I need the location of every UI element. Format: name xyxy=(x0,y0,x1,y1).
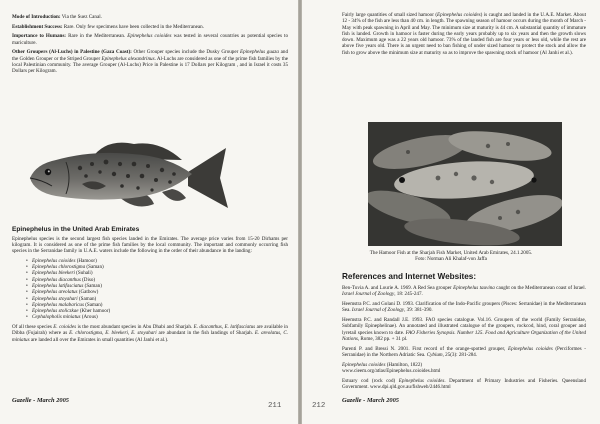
right-footer: Gazelle - March 2005 xyxy=(342,397,399,404)
references-column xyxy=(342,272,586,394)
list-item: • Epinephelus bleekeri (Suhali) xyxy=(26,270,288,276)
uae-heading: Epinephelus in the United Arab Emirates xyxy=(12,226,140,233)
web-reference-link[interactable]: Department of Primary Industries and Fisheries. Queensland Government. www.dpi.qld.gov.au/fishweb/2446.html xyxy=(342,377,587,390)
importance-paragraph: Importance to Humans: Rare in the Mediterranean. Epinephelus coioides was tested in several countries as potential species to mariculture. xyxy=(12,33,289,46)
right-top-column xyxy=(342,12,586,59)
other-groupers-paragraph: Other Groupers (Al-Luchs) in Palestine (Gaza Coast): Other Grouper species include the Dusky Grouper Epinephelus guaza and the Golden Grouper or the Striped Grouper Epinephelus alexandrinus. Al-Luchs are considered as one of the prime fish families by the local Palestinian community. The average Grouper (Al-Luchs) Price in Palestine is 17 Dollars per Kilogram , and in Israel it costs 35 Dollars per Kilogram. xyxy=(12,49,289,75)
right-page xyxy=(302,0,600,424)
left-top-column xyxy=(12,14,288,78)
list-item: • Epinephelus malabaricus (Saman) xyxy=(26,302,288,308)
establishment-paragraph: Establishment Success: Rare. Only few specimens have been collected in the Mediterranean. xyxy=(12,23,204,30)
reference-item: Heemstra P.C. and Randall J.E. 1993. FAO species catalogue. Vol.16. Groupers of the world (Family Serranidae, Subfamily Epinephelinae). An annotated and illustrated catalogue of the groupers, rockcod, hind, coral grouper and lyretail species known to date. FAO Fisheries Synopsis. Number 125. Food and Agriculture Organization of the United Nations, Rome, 382 pp. + 31 pl. xyxy=(342,316,586,342)
right-page-number: 212 xyxy=(312,402,326,410)
reference-item: Ben-Tuvia A. and Lourie A. 1969. A Red Sea grouper Epinephelus tauvina caught on the Mediterranean coast of Israel. Israel Journal of Zoology, 18: 245-247. xyxy=(342,285,586,298)
reference-item: Heemstra P.C. and Golani D. 1993. Clarification of the Indo-Pacific groupers (Pisces: Serranidae) in the Mediterranean Sea. Israel Journal of Zoology, 39: 381-390. xyxy=(342,300,586,314)
list-item: • Epinephelus areolatus (Gatbow) xyxy=(26,289,288,295)
photo-caption xyxy=(302,250,600,263)
web-reference-item: Estuary cod (rock cod) Epinephelus coioides. Department of Primary Industries and Fisheries. Queensland Government. www.dpi.qld.gov.au/fishweb/2446.html xyxy=(342,377,587,390)
fish-drawing xyxy=(22,134,232,222)
web-reference-link[interactable]: www.cieem.org/atlas/Epinephelus.coioides.html xyxy=(342,367,441,374)
intro-paragraph: Mode of Introduction: Via the Suez Canal. xyxy=(12,14,102,20)
uae-paragraph: Epinephelus species is the second largest fish species landed in the Emirates. The average price varies from 15-20 Dirhams per kilogram. It is considered as one of the prime fish families by the local community. The important and commonly occurring fish species in the Serranidae family in U.A.E. waters include the following in the order of their abundance in the landing: xyxy=(12,235,288,255)
species-list xyxy=(26,258,288,321)
left-footer: Gazelle - March 2005 xyxy=(12,397,69,404)
caption-line-2: Foto: Norman Ali Khalaf-von Jaffa xyxy=(415,256,487,263)
left-bottom-column xyxy=(12,226,288,346)
left-page-number: 211 xyxy=(268,402,282,410)
closing-paragraph: Of all these species E. coioides is the most abundant species in Abu Dhabi and Sharjah. E. diacanthus, E. latifasciatus are available in Dibba (Fujairah) where as E. chlorostigma, E. bleekeri, E. stoyahari are abundant in the fish landings of Sharjah. E. areolatus, C. miniatus are landed all over the Emirates in small quantities (Al Janhi et al.). xyxy=(12,324,288,343)
hamoor-market-photo xyxy=(368,122,562,246)
photo-drawing xyxy=(368,122,562,246)
left-page xyxy=(0,0,298,424)
hamoor-paragraph: Fairly large quantities of small sized hamoor (Epinephelus coioides) is caught and landed in the U.A.E. Market. About 12 - 34% of the fish are less than 40 cm. in length. The spawning season of hamoor occurs during the month of March - May with peak spawning in April and May. The minimum size at maturity is 44 cm. A substantial quantity of immature fish is landed. Growth in hamoor is faster during the early years probably up to six years and then the growth slows down. Maximum age was a 22 years old hamoor. 73% of the landed fish are four years or less old, while the rest are above five years old. There is an urgent need to ban fishing of under sized hamoor to protect the stock and allow the fish to grow above the minimum size at maturity so as to improve the spawning stock of hamoor (Al Janhi et al.). xyxy=(342,12,586,56)
list-item: • Epinephelus coioides (Hamoor) xyxy=(26,258,288,264)
list-item: • Epinephelus stoyahari (Saman) xyxy=(26,296,288,302)
list-item: • Epinephelus diacanthus (Diso) xyxy=(26,277,288,283)
list-item: • Cephalopholis miniatus (Arous) xyxy=(26,314,288,320)
reference-item: Parenti P. and Bressi N. 2001. First record of the orange-spotted grouper, Epinephelus coioides (Perciformes - Serranidae) in the Northern Adriatic Sea. Cybium, 25(3): 281-284. xyxy=(342,345,586,358)
grouper-fish-illustration xyxy=(22,134,232,222)
list-item: • Epinephelus chlorostigma (Saman) xyxy=(26,264,288,270)
list-item: • Epinephelus stoliczkae (Kher hamoor) xyxy=(26,308,288,314)
references-heading: References and Internet Websites: xyxy=(342,272,477,281)
list-item: • Epinephelus latifasciatus (Saman) xyxy=(26,283,288,289)
caption-line-1: The Hamoor Fish at the Sharjah Fish Market, United Arab Emirates, 24.1.2005. xyxy=(369,250,533,256)
web-reference-item: Epinephelus coioides (Hamilton, 1822) www.cieem.org/atlas/Epinephelus.coioides.html xyxy=(342,361,441,374)
